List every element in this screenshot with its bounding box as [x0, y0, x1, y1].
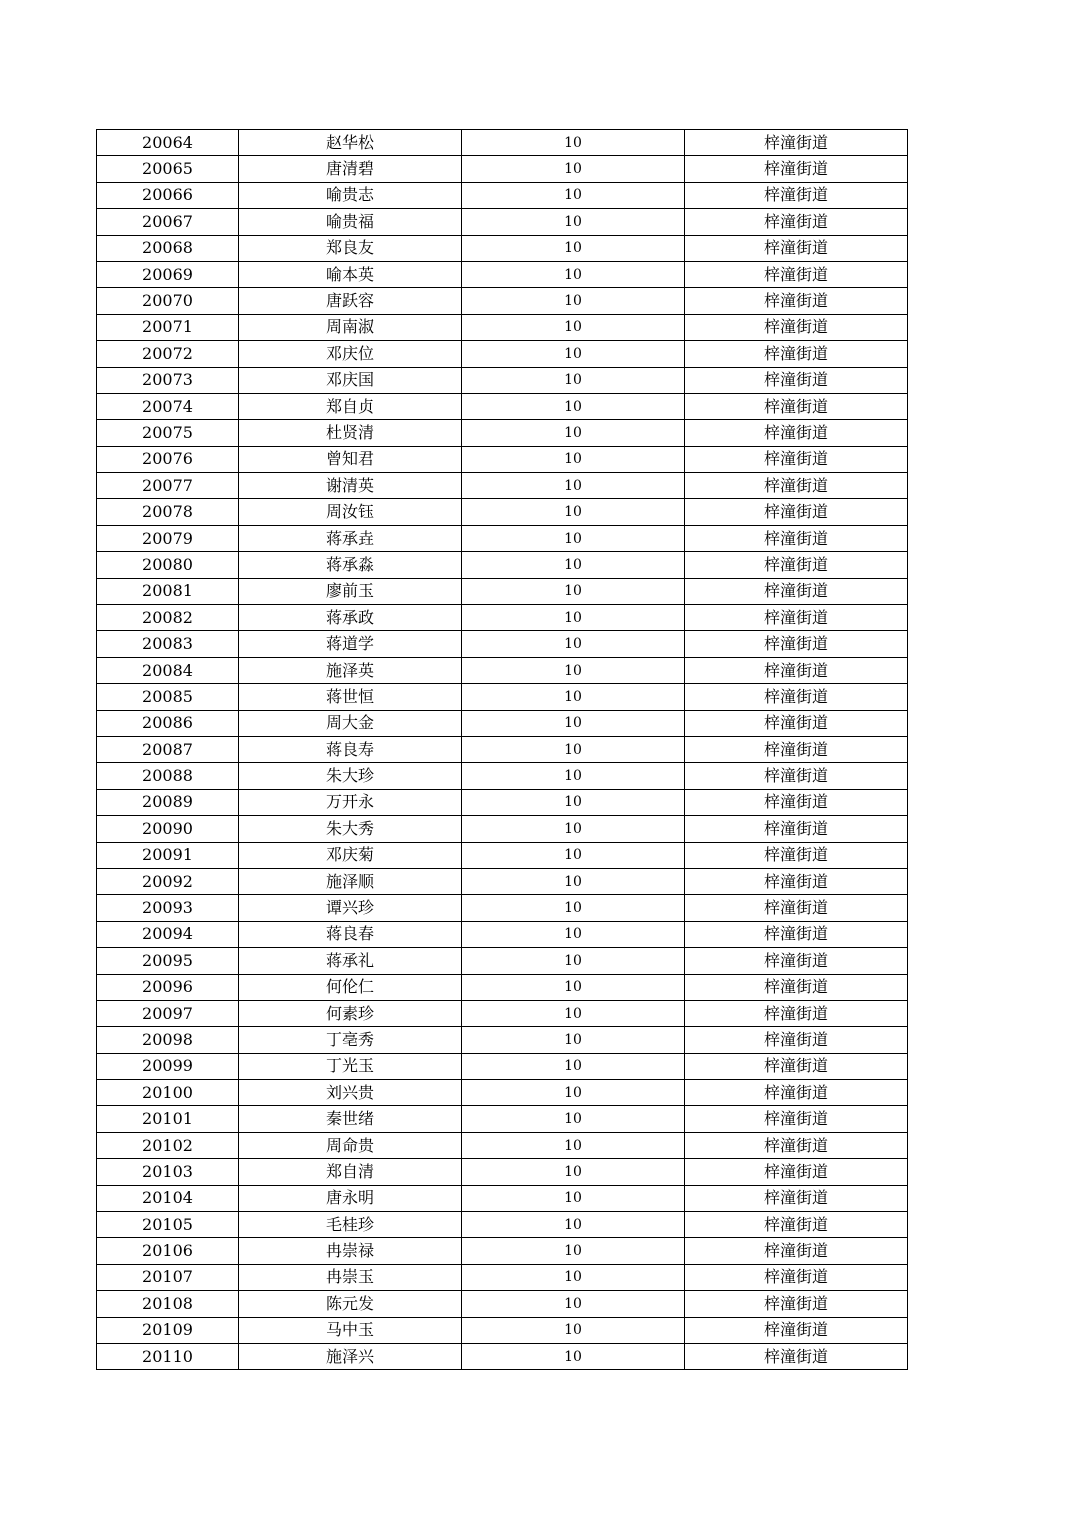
cell-location: 梓潼街道	[685, 473, 908, 499]
cell-location: 梓潼街道	[685, 1317, 908, 1343]
cell-id: 20084	[97, 657, 239, 683]
cell-id: 20099	[97, 1053, 239, 1079]
cell-location: 梓潼街道	[685, 525, 908, 551]
table-row	[97, 710, 908, 736]
cell-name: 何伦仁	[239, 974, 462, 1000]
cell-amount: 10	[462, 1159, 685, 1185]
table-row	[97, 1264, 908, 1290]
cell-location: 梓潼街道	[685, 156, 908, 182]
cell-location: 梓潼街道	[685, 1027, 908, 1053]
cell-location: 梓潼街道	[685, 314, 908, 340]
table-row	[97, 789, 908, 815]
cell-amount: 10	[462, 473, 685, 499]
cell-amount: 10	[462, 1027, 685, 1053]
cell-amount: 10	[462, 1264, 685, 1290]
cell-id: 20071	[97, 314, 239, 340]
cell-id: 20108	[97, 1291, 239, 1317]
cell-id: 20104	[97, 1185, 239, 1211]
table-row	[97, 288, 908, 314]
cell-id: 20105	[97, 1212, 239, 1238]
cell-id: 20103	[97, 1159, 239, 1185]
cell-location: 梓潼街道	[685, 710, 908, 736]
cell-name: 谭兴珍	[239, 895, 462, 921]
cell-name: 郑良友	[239, 235, 462, 261]
table-row	[97, 420, 908, 446]
cell-amount: 10	[462, 552, 685, 578]
cell-name: 陈元发	[239, 1291, 462, 1317]
cell-location: 梓潼街道	[685, 1291, 908, 1317]
cell-amount: 10	[462, 446, 685, 472]
cell-amount: 10	[462, 895, 685, 921]
cell-id: 20089	[97, 789, 239, 815]
cell-id: 20075	[97, 420, 239, 446]
cell-location: 梓潼街道	[685, 499, 908, 525]
table-row	[97, 499, 908, 525]
cell-location: 梓潼街道	[685, 578, 908, 604]
cell-amount: 10	[462, 763, 685, 789]
table-row	[97, 921, 908, 947]
cell-amount: 10	[462, 341, 685, 367]
cell-name: 喻贵福	[239, 209, 462, 235]
cell-id: 20091	[97, 842, 239, 868]
cell-name: 万开永	[239, 789, 462, 815]
cell-amount: 10	[462, 499, 685, 525]
table-row	[97, 209, 908, 235]
cell-location: 梓潼街道	[685, 182, 908, 208]
table-row	[97, 1053, 908, 1079]
cell-name: 马中玉	[239, 1317, 462, 1343]
cell-location: 梓潼街道	[685, 921, 908, 947]
table-row	[97, 974, 908, 1000]
table-row	[97, 1000, 908, 1026]
cell-amount: 10	[462, 974, 685, 1000]
cell-name: 朱大秀	[239, 816, 462, 842]
table-row	[97, 156, 908, 182]
cell-name: 蒋世恒	[239, 684, 462, 710]
table-row	[97, 657, 908, 683]
cell-amount: 10	[462, 1212, 685, 1238]
cell-id: 20065	[97, 156, 239, 182]
cell-amount: 10	[462, 710, 685, 736]
cell-amount: 10	[462, 868, 685, 894]
cell-id: 20106	[97, 1238, 239, 1264]
cell-name: 周南淑	[239, 314, 462, 340]
table-row	[97, 130, 908, 156]
cell-amount: 10	[462, 1343, 685, 1369]
cell-id: 20064	[97, 130, 239, 156]
cell-amount: 10	[462, 789, 685, 815]
cell-location: 梓潼街道	[685, 1343, 908, 1369]
cell-location: 梓潼街道	[685, 367, 908, 393]
table-row	[97, 684, 908, 710]
cell-amount: 10	[462, 1106, 685, 1132]
cell-amount: 10	[462, 921, 685, 947]
cell-amount: 10	[462, 1132, 685, 1158]
table-row	[97, 1080, 908, 1106]
cell-name: 朱大珍	[239, 763, 462, 789]
cell-amount: 10	[462, 525, 685, 551]
cell-id: 20068	[97, 235, 239, 261]
table-row	[97, 525, 908, 551]
cell-location: 梓潼街道	[685, 1264, 908, 1290]
cell-name: 郑自贞	[239, 393, 462, 419]
cell-amount: 10	[462, 1317, 685, 1343]
cell-location: 梓潼街道	[685, 657, 908, 683]
cell-id: 20096	[97, 974, 239, 1000]
cell-id: 20088	[97, 763, 239, 789]
cell-location: 梓潼街道	[685, 1080, 908, 1106]
cell-name: 毛桂珍	[239, 1212, 462, 1238]
cell-name: 冉崇禄	[239, 1238, 462, 1264]
table-row	[97, 631, 908, 657]
cell-name: 丁亳秀	[239, 1027, 462, 1053]
table-row	[97, 261, 908, 287]
data-table	[96, 129, 908, 1370]
table-row	[97, 552, 908, 578]
cell-location: 梓潼街道	[685, 288, 908, 314]
cell-id: 20067	[97, 209, 239, 235]
cell-amount: 10	[462, 631, 685, 657]
cell-name: 喻本英	[239, 261, 462, 287]
cell-id: 20073	[97, 367, 239, 393]
cell-amount: 10	[462, 1185, 685, 1211]
table-row	[97, 235, 908, 261]
table-row	[97, 1106, 908, 1132]
cell-name: 曾知君	[239, 446, 462, 472]
cell-id: 20102	[97, 1132, 239, 1158]
cell-id: 20100	[97, 1080, 239, 1106]
cell-name: 邓庆菊	[239, 842, 462, 868]
table-row	[97, 1343, 908, 1369]
cell-id: 20085	[97, 684, 239, 710]
table-row	[97, 1027, 908, 1053]
cell-amount: 10	[462, 182, 685, 208]
cell-location: 梓潼街道	[685, 631, 908, 657]
cell-name: 蒋承垚	[239, 525, 462, 551]
cell-location: 梓潼街道	[685, 948, 908, 974]
cell-location: 梓潼街道	[685, 1053, 908, 1079]
cell-id: 20109	[97, 1317, 239, 1343]
cell-id: 20081	[97, 578, 239, 604]
cell-name: 蒋承政	[239, 605, 462, 631]
table-row	[97, 341, 908, 367]
cell-name: 周大金	[239, 710, 462, 736]
cell-amount: 10	[462, 578, 685, 604]
cell-name: 周汝钰	[239, 499, 462, 525]
cell-name: 邓庆位	[239, 341, 462, 367]
cell-location: 梓潼街道	[685, 1132, 908, 1158]
cell-amount: 10	[462, 288, 685, 314]
table-row	[97, 1238, 908, 1264]
cell-amount: 10	[462, 1238, 685, 1264]
cell-location: 梓潼街道	[685, 789, 908, 815]
cell-id: 20093	[97, 895, 239, 921]
cell-amount: 10	[462, 130, 685, 156]
cell-location: 梓潼街道	[685, 1185, 908, 1211]
cell-name: 谢清英	[239, 473, 462, 499]
cell-amount: 10	[462, 235, 685, 261]
cell-name: 刘兴贵	[239, 1080, 462, 1106]
cell-id: 20098	[97, 1027, 239, 1053]
cell-location: 梓潼街道	[685, 1106, 908, 1132]
cell-location: 梓潼街道	[685, 868, 908, 894]
cell-location: 梓潼街道	[685, 816, 908, 842]
table-row	[97, 948, 908, 974]
cell-location: 梓潼街道	[685, 736, 908, 762]
cell-amount: 10	[462, 261, 685, 287]
table-row	[97, 1132, 908, 1158]
cell-amount: 10	[462, 393, 685, 419]
cell-location: 梓潼街道	[685, 895, 908, 921]
table-row	[97, 1317, 908, 1343]
cell-id: 20074	[97, 393, 239, 419]
cell-id: 20097	[97, 1000, 239, 1026]
table-row	[97, 1291, 908, 1317]
table-row	[97, 1212, 908, 1238]
cell-name: 廖前玉	[239, 578, 462, 604]
cell-id: 20076	[97, 446, 239, 472]
cell-name: 蒋承淼	[239, 552, 462, 578]
cell-name: 唐跃容	[239, 288, 462, 314]
cell-name: 蒋良春	[239, 921, 462, 947]
cell-id: 20082	[97, 605, 239, 631]
cell-location: 梓潼街道	[685, 1159, 908, 1185]
table-row	[97, 842, 908, 868]
cell-amount: 10	[462, 314, 685, 340]
table-row	[97, 895, 908, 921]
cell-amount: 10	[462, 367, 685, 393]
cell-location: 梓潼街道	[685, 341, 908, 367]
cell-location: 梓潼街道	[685, 605, 908, 631]
table-row	[97, 446, 908, 472]
cell-id: 20066	[97, 182, 239, 208]
cell-amount: 10	[462, 948, 685, 974]
cell-location: 梓潼街道	[685, 209, 908, 235]
cell-id: 20083	[97, 631, 239, 657]
table-row	[97, 1159, 908, 1185]
cell-id: 20095	[97, 948, 239, 974]
table-row	[97, 473, 908, 499]
cell-amount: 10	[462, 684, 685, 710]
cell-location: 梓潼街道	[685, 974, 908, 1000]
cell-name: 蒋道学	[239, 631, 462, 657]
table-body	[97, 130, 908, 1370]
cell-name: 杜贤清	[239, 420, 462, 446]
cell-name: 邓庆国	[239, 367, 462, 393]
table-row	[97, 763, 908, 789]
cell-amount: 10	[462, 736, 685, 762]
cell-name: 郑自清	[239, 1159, 462, 1185]
cell-amount: 10	[462, 1080, 685, 1106]
cell-name: 周命贵	[239, 1132, 462, 1158]
cell-id: 20072	[97, 341, 239, 367]
cell-location: 梓潼街道	[685, 393, 908, 419]
table-row	[97, 314, 908, 340]
cell-location: 梓潼街道	[685, 552, 908, 578]
table-row	[97, 182, 908, 208]
cell-amount: 10	[462, 1053, 685, 1079]
cell-amount: 10	[462, 420, 685, 446]
cell-name: 唐永明	[239, 1185, 462, 1211]
table-row	[97, 393, 908, 419]
cell-location: 梓潼街道	[685, 763, 908, 789]
cell-name: 赵华松	[239, 130, 462, 156]
table-row	[97, 605, 908, 631]
cell-id: 20078	[97, 499, 239, 525]
cell-name: 蒋承礼	[239, 948, 462, 974]
table-row	[97, 736, 908, 762]
table-row	[97, 367, 908, 393]
cell-name: 何素珍	[239, 1000, 462, 1026]
cell-amount: 10	[462, 657, 685, 683]
cell-id: 20107	[97, 1264, 239, 1290]
cell-location: 梓潼街道	[685, 446, 908, 472]
cell-location: 梓潼街道	[685, 842, 908, 868]
cell-amount: 10	[462, 816, 685, 842]
cell-name: 施泽英	[239, 657, 462, 683]
cell-amount: 10	[462, 156, 685, 182]
cell-name: 施泽顺	[239, 868, 462, 894]
cell-location: 梓潼街道	[685, 420, 908, 446]
cell-amount: 10	[462, 209, 685, 235]
table-row	[97, 578, 908, 604]
cell-id: 20090	[97, 816, 239, 842]
cell-name: 秦世绪	[239, 1106, 462, 1132]
cell-name: 施泽兴	[239, 1343, 462, 1369]
cell-id: 20069	[97, 261, 239, 287]
cell-id: 20077	[97, 473, 239, 499]
table-row	[97, 868, 908, 894]
cell-amount: 10	[462, 1291, 685, 1317]
cell-amount: 10	[462, 842, 685, 868]
cell-location: 梓潼街道	[685, 1212, 908, 1238]
table-row	[97, 816, 908, 842]
cell-location: 梓潼街道	[685, 1000, 908, 1026]
cell-id: 20087	[97, 736, 239, 762]
cell-id: 20086	[97, 710, 239, 736]
cell-id: 20070	[97, 288, 239, 314]
cell-name: 喻贵志	[239, 182, 462, 208]
cell-location: 梓潼街道	[685, 684, 908, 710]
cell-id: 20092	[97, 868, 239, 894]
cell-id: 20110	[97, 1343, 239, 1369]
cell-id: 20094	[97, 921, 239, 947]
table-row	[97, 1185, 908, 1211]
cell-location: 梓潼街道	[685, 1238, 908, 1264]
cell-name: 唐清碧	[239, 156, 462, 182]
cell-name: 丁光玉	[239, 1053, 462, 1079]
cell-location: 梓潼街道	[685, 130, 908, 156]
cell-id: 20080	[97, 552, 239, 578]
cell-id: 20079	[97, 525, 239, 551]
cell-location: 梓潼街道	[685, 235, 908, 261]
cell-id: 20101	[97, 1106, 239, 1132]
cell-name: 蒋良寿	[239, 736, 462, 762]
cell-name: 冉崇玉	[239, 1264, 462, 1290]
cell-amount: 10	[462, 1000, 685, 1026]
cell-location: 梓潼街道	[685, 261, 908, 287]
cell-amount: 10	[462, 605, 685, 631]
